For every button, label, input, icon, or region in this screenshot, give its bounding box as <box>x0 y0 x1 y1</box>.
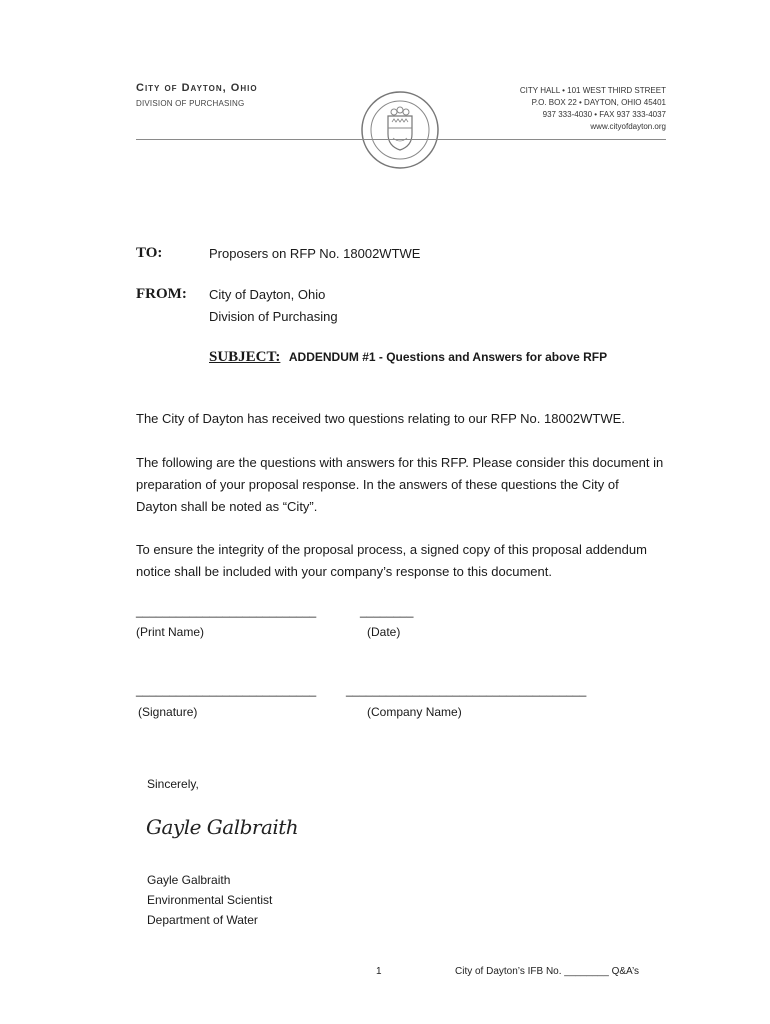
from-line-2: Division of Purchasing <box>209 309 338 324</box>
from-line-1: City of Dayton, Ohio <box>209 287 326 302</box>
print-name-label: (Print Name) <box>136 625 205 639</box>
website-link[interactable]: www.cityofdayton.org <box>590 122 666 131</box>
address-line: 937 333-4030 • FAX 937 333-4037 <box>542 110 666 119</box>
subject-value: ADDENDUM #1 - Questions and Answers for above RFP <box>288 350 608 364</box>
letterhead-address <box>520 85 666 133</box>
letterhead-division: DIVISION OF PURCHASING <box>136 99 245 108</box>
signer-title: Environmental Scientist <box>147 893 273 907</box>
handwritten-signature: Gayle Galbraith <box>146 815 299 839</box>
city-seal <box>360 90 440 170</box>
paragraph-line: The following are the questions with answers for this RFP. Please consider this document in <box>136 455 664 470</box>
from-label: FROM: <box>136 286 187 302</box>
address-line: P.O. BOX 22 • DAYTON, OHIO 45401 <box>531 98 666 107</box>
date-label: (Date) <box>367 625 401 639</box>
to-label: TO: <box>136 245 163 261</box>
address-line: CITY HALL • 101 WEST THIRD STREET <box>519 86 666 95</box>
letterhead-rule <box>136 139 666 140</box>
paragraph-line: preparation of your proposal response. In the answers of these questions the City of <box>136 477 619 492</box>
signer-block <box>147 870 272 930</box>
paragraph-1: The City of Dayton has received two questions relating to our RFP No. 18002WTWE. <box>136 411 625 426</box>
date-line[interactable]: ________ <box>360 604 414 618</box>
signer-name: Gayle Galbraith <box>147 873 231 887</box>
paragraph-2 <box>136 452 663 518</box>
print-name-line[interactable]: ___________________________ <box>136 604 317 618</box>
letterhead-org: City of Dayton, Ohio <box>136 82 258 94</box>
paragraph-line: Dayton shall be noted as “City”. <box>136 499 318 514</box>
closing-sincerely: Sincerely, <box>147 777 199 791</box>
to-value: Proposers on RFP No. 18002WTWE <box>209 246 421 261</box>
subject-line <box>209 348 607 366</box>
footer-text: City of Dayton’s IFB No. ________ Q&A’s <box>455 966 639 977</box>
signer-department: Department of Water <box>147 913 258 927</box>
signature-line[interactable]: ___________________________ <box>136 683 317 697</box>
paragraph-line: To ensure the integrity of the proposal process, a signed copy of this proposal addendum <box>136 542 647 557</box>
page-number: 1 <box>376 966 382 977</box>
subject-label: SUBJECT: <box>209 349 281 365</box>
paragraph-line: notice shall be included with your company’s response to this document. <box>136 564 552 579</box>
signature-label: (Signature) <box>138 705 198 719</box>
company-name-label: (Company Name) <box>367 705 462 719</box>
paragraph-3 <box>136 539 647 583</box>
company-name-line[interactable]: ____________________________________ <box>346 683 587 697</box>
